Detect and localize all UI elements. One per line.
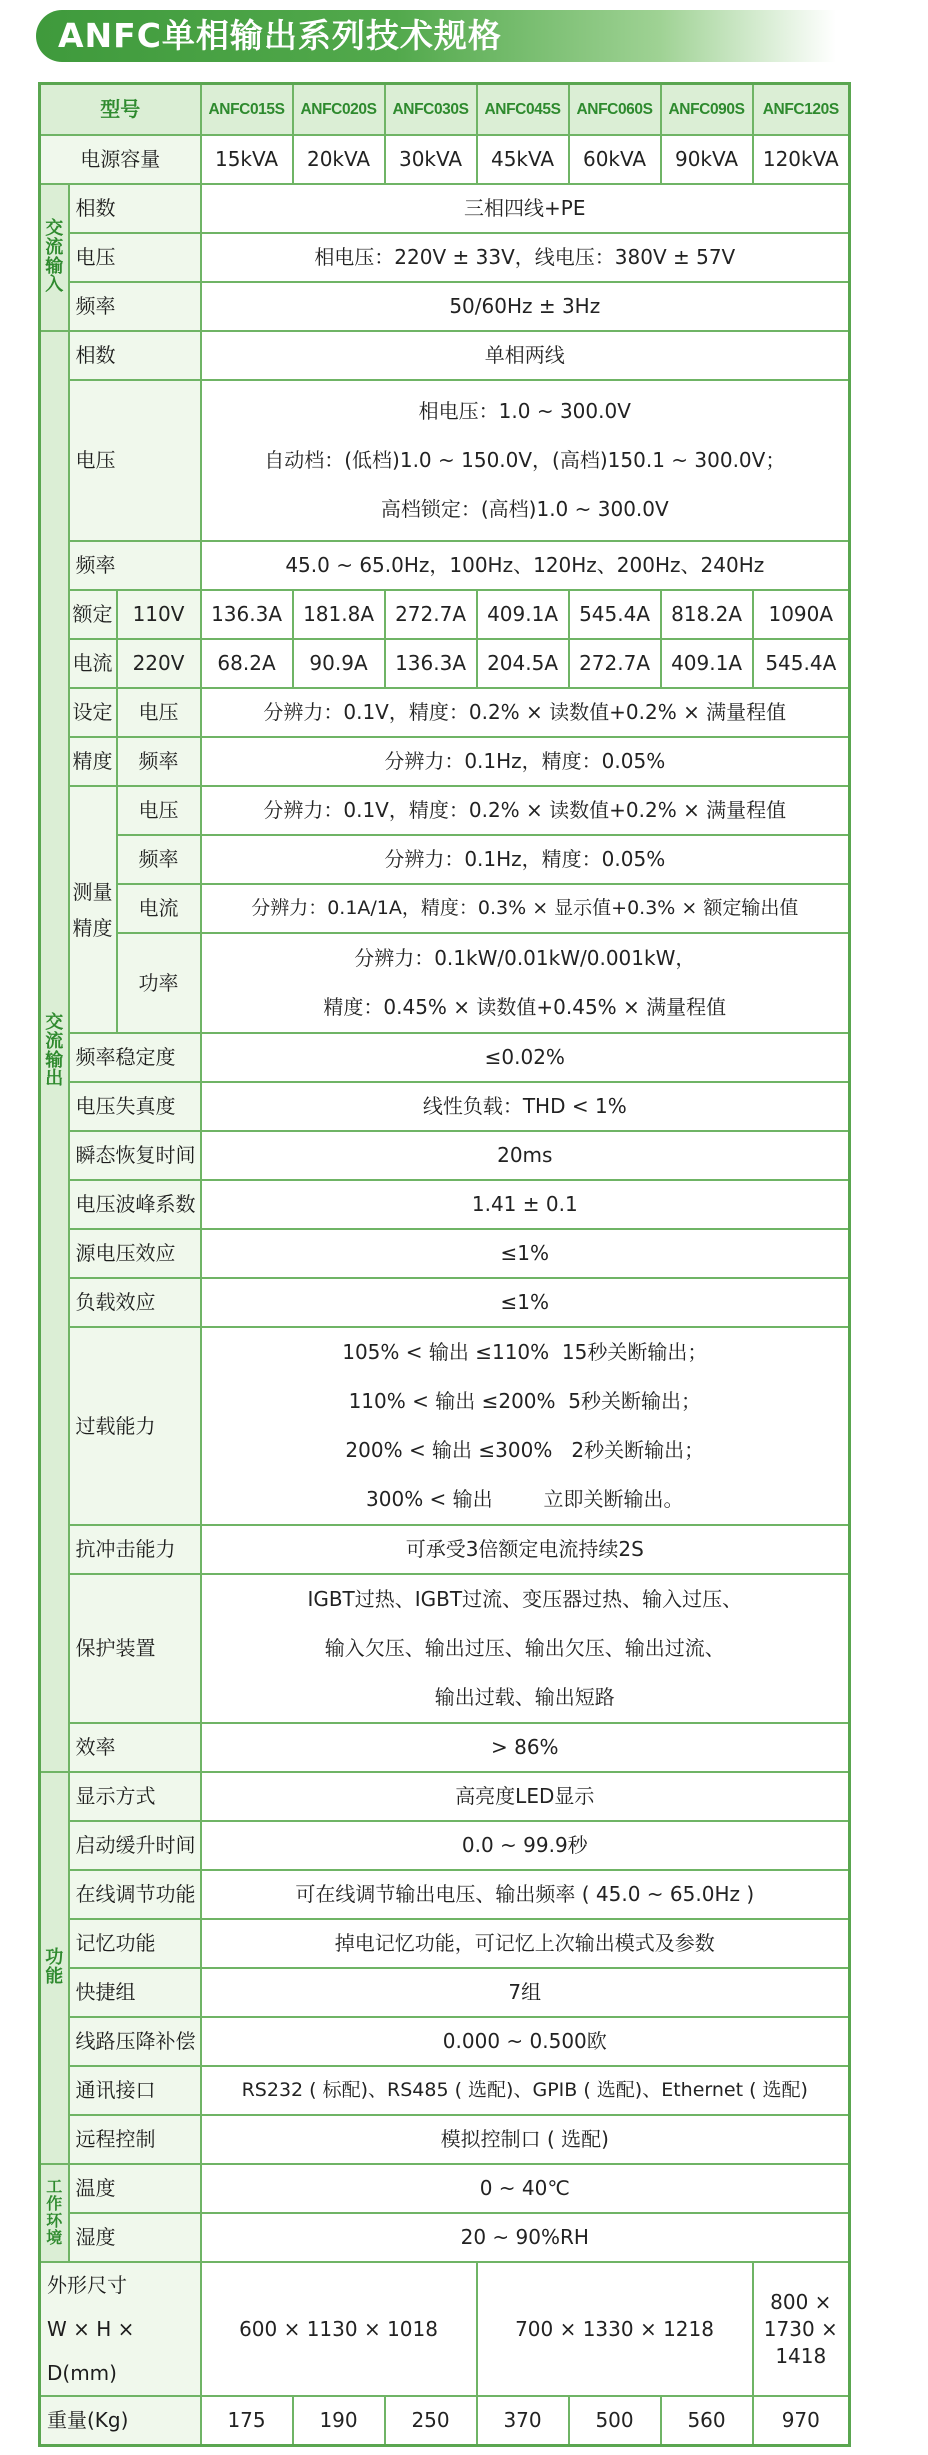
page-title: ANFC单相输出系列技术规格	[58, 16, 502, 55]
row-value: 45.0 ~ 65.0Hz，100Hz、120Hz、200Hz、240Hz	[201, 541, 850, 590]
humidity-row	[40, 2213, 850, 2262]
current-value: 181.8A	[293, 590, 385, 639]
measure-accuracy-voltage-row	[40, 786, 850, 835]
spec-table	[38, 82, 851, 2447]
row-value: 掉电记忆功能，可记忆上次输出模式及参数	[201, 1919, 850, 1968]
sub-label: 频率	[117, 737, 201, 786]
measure-accuracy-current-row	[40, 884, 850, 933]
weight-value: 190	[293, 2396, 385, 2445]
measure-accuracy-frequency-row	[40, 835, 850, 884]
efficiency-row	[40, 1723, 850, 1772]
model-name: ANFC020S	[293, 84, 385, 136]
line-comp-row	[40, 2017, 850, 2066]
sub-label: 电流	[117, 884, 201, 933]
sub-label: 频率	[117, 835, 201, 884]
row-label: 相数	[69, 331, 201, 380]
comm-row	[40, 2066, 850, 2115]
row-value: 模拟控制口 ( 选配)	[201, 2115, 850, 2164]
capacity-label: 电源容量	[40, 135, 201, 184]
weight-value: 175	[201, 2396, 293, 2445]
online-adjust-row	[40, 1870, 850, 1919]
set-accuracy-frequency-row	[40, 737, 850, 786]
row-value: 三相四线+PE	[201, 184, 850, 233]
row-label: 电压	[69, 233, 201, 282]
section-ac-input: 交 流 输 入	[40, 184, 69, 331]
temperature-row	[40, 2164, 850, 2213]
current-value: 90.9A	[293, 639, 385, 688]
row-value: 7组	[201, 1968, 850, 2017]
row-value: ≤1%	[201, 1229, 850, 1278]
row-label: 频率稳定度	[69, 1033, 201, 1082]
current-value: 409.1A	[477, 590, 569, 639]
rated-current-110v-row	[40, 590, 850, 639]
input-voltage-row	[40, 233, 850, 282]
row-label: 快捷组	[69, 1968, 201, 2017]
row-value: 分辨力：0.1A/1A，精度：0.3% × 显示值+0.3% × 额定输出值	[201, 884, 850, 933]
row-label: 频率	[69, 541, 201, 590]
row-value: 分辨力：0.1V，精度：0.2% × 读数值+0.2% × 满量程值	[201, 786, 850, 835]
capacity-value: 15kVA	[201, 135, 293, 184]
row-label: 线路压降补偿	[69, 2017, 201, 2066]
row-label: 负载效应	[69, 1278, 201, 1327]
row-label: 远程控制	[69, 2115, 201, 2164]
capacity-value: 90kVA	[661, 135, 753, 184]
row-value: 20ms	[201, 1131, 850, 1180]
current-value: 1090A	[753, 590, 850, 639]
current-value: 409.1A	[661, 639, 753, 688]
row-value: RS232 ( 标配)、RS485 ( 选配)、GPIB ( 选配)、Ethernet ( 选配)	[201, 2066, 850, 2115]
row-label: 源电压效应	[69, 1229, 201, 1278]
capacity-row	[40, 135, 850, 184]
weight-value: 370	[477, 2396, 569, 2445]
model-label: 型号	[40, 84, 201, 136]
freq-stability-row	[40, 1033, 850, 1082]
row-value: 105% < 输出 ≤110% 15秒关断输出； 110% < 输出 ≤200% 5秒关断输出； 200% < 输出 ≤300% 2秒关断输出； 300% < 输出 立即关断输出。	[201, 1327, 850, 1525]
row-value: IGBT过热、IGBT过流、变压器过热、输入过压、 输入欠压、输出过压、输出欠压、输出过流、 输出过载、输出短路	[201, 1574, 850, 1723]
weight-value: 250	[385, 2396, 477, 2445]
capacity-value: 45kVA	[477, 135, 569, 184]
row-label: 频率	[69, 282, 201, 331]
dimension-value: 700 × 1330 × 1218	[477, 2262, 753, 2396]
measure-accuracy-label: 测量 精度	[69, 786, 117, 1033]
row-value: ≤1%	[201, 1278, 850, 1327]
row-value: 单相两线	[201, 331, 850, 380]
rated-current-label: 额定	[69, 590, 117, 639]
current-value: 68.2A	[201, 639, 293, 688]
row-value: 20 ~ 90%RH	[201, 2213, 850, 2262]
weight-value: 560	[661, 2396, 753, 2445]
sub-label: 电压	[117, 688, 201, 737]
dimensions-row	[40, 2262, 850, 2396]
row-value: 50/60Hz ± 3Hz	[201, 282, 850, 331]
transient-row	[40, 1131, 850, 1180]
row-label: 温度	[69, 2164, 201, 2213]
protection-row	[40, 1574, 850, 1723]
row-value: 0 ~ 40℃	[201, 2164, 850, 2213]
row-value: 可承受3倍额定电流持续2S	[201, 1525, 850, 1574]
current-value: 818.2A	[661, 590, 753, 639]
row-value: 分辨力：0.1Hz，精度：0.05%	[201, 835, 850, 884]
set-accuracy-label: 精度	[69, 737, 117, 786]
current-value: 272.7A	[385, 590, 477, 639]
row-value: > 86%	[201, 1723, 850, 1772]
model-name: ANFC090S	[661, 84, 753, 136]
remote-row	[40, 2115, 850, 2164]
voltage-tier: 220V	[117, 639, 201, 688]
overload-row	[40, 1327, 850, 1525]
row-value: 1.41 ± 0.1	[201, 1180, 850, 1229]
row-value: 分辨力：0.1V，精度：0.2% × 读数值+0.2% × 满量程值	[201, 688, 850, 737]
row-label: 效率	[69, 1723, 201, 1772]
measure-accuracy-power-row	[40, 933, 850, 1033]
row-label: 瞬态恢复时间	[69, 1131, 201, 1180]
distortion-row	[40, 1082, 850, 1131]
rated-current-220v-row	[40, 639, 850, 688]
crest-row	[40, 1180, 850, 1229]
model-header-row	[40, 84, 850, 136]
shortcut-row	[40, 1968, 850, 2017]
row-value: 高亮度LED显示	[201, 1772, 850, 1821]
row-label: 电压波峰系数	[69, 1180, 201, 1229]
row-label: 电压	[69, 380, 201, 541]
row-value: ≤0.02%	[201, 1033, 850, 1082]
row-value: 分辨力：0.1Hz，精度：0.05%	[201, 737, 850, 786]
display-row	[40, 1772, 850, 1821]
current-value: 545.4A	[569, 590, 661, 639]
output-frequency-row	[40, 541, 850, 590]
model-name: ANFC030S	[385, 84, 477, 136]
input-phase-row	[40, 184, 850, 233]
load-effect-row	[40, 1278, 850, 1327]
row-label: 显示方式	[69, 1772, 201, 1821]
row-value: 相电压：220V ± 33V，线电压：380V ± 57V	[201, 233, 850, 282]
source-effect-row	[40, 1229, 850, 1278]
row-value: 分辨力：0.1kW/0.01kW/0.001kW， 精度：0.45% × 读数值+0.45% × 满量程值	[201, 933, 850, 1033]
sub-label: 功率	[117, 933, 201, 1033]
row-label: 相数	[69, 184, 201, 233]
row-value: 线性负载：THD < 1%	[201, 1082, 850, 1131]
weight-value: 970	[753, 2396, 850, 2445]
output-voltage-row	[40, 380, 850, 541]
row-value: 可在线调节输出电压、输出频率 ( 45.0 ~ 65.0Hz )	[201, 1870, 850, 1919]
capacity-value: 20kVA	[293, 135, 385, 184]
current-value: 204.5A	[477, 639, 569, 688]
current-value: 272.7A	[569, 639, 661, 688]
softstart-row	[40, 1821, 850, 1870]
row-label: 过载能力	[69, 1327, 201, 1525]
row-label: 保护装置	[69, 1574, 201, 1723]
row-label: 湿度	[69, 2213, 201, 2262]
section-function: 功 能	[40, 1772, 69, 2164]
row-label: 重量(Kg)	[40, 2396, 201, 2445]
sub-label: 电压	[117, 786, 201, 835]
row-label: 启动缓升时间	[69, 1821, 201, 1870]
memory-row	[40, 1919, 850, 1968]
current-value: 545.4A	[753, 639, 850, 688]
voltage-tier: 110V	[117, 590, 201, 639]
model-name: ANFC015S	[201, 84, 293, 136]
row-value: 0.000 ~ 0.500欧	[201, 2017, 850, 2066]
output-phase-row	[40, 331, 850, 380]
set-accuracy-voltage-row	[40, 688, 850, 737]
section-ac-output: 交 流 输 出	[40, 331, 69, 1772]
section-environment: 工 作 环 境	[40, 2164, 69, 2262]
row-label: 记忆功能	[69, 1919, 201, 1968]
row-label: 外形尺寸 W × H × D(mm)	[40, 2262, 201, 2396]
row-label: 电压失真度	[69, 1082, 201, 1131]
row-value: 相电压：1.0 ~ 300.0V 自动档：(低档)1.0 ~ 150.0V，(高档)150.1 ~ 300.0V； 高档锁定：(高档)1.0 ~ 300.0V	[201, 380, 850, 541]
weight-row	[40, 2396, 850, 2445]
set-accuracy-label: 设定	[69, 688, 117, 737]
input-frequency-row	[40, 282, 850, 331]
capacity-value: 60kVA	[569, 135, 661, 184]
row-label: 通讯接口	[69, 2066, 201, 2115]
current-value: 136.3A	[201, 590, 293, 639]
row-label: 抗冲击能力	[69, 1525, 201, 1574]
model-name: ANFC060S	[569, 84, 661, 136]
rated-current-label: 电流	[69, 639, 117, 688]
dimension-value: 600 × 1130 × 1018	[201, 2262, 477, 2396]
row-value: 0.0 ~ 99.9秒	[201, 1821, 850, 1870]
capacity-value: 120kVA	[753, 135, 850, 184]
weight-value: 500	[569, 2396, 661, 2445]
model-name: ANFC120S	[753, 84, 850, 136]
current-value: 136.3A	[385, 639, 477, 688]
capacity-value: 30kVA	[385, 135, 477, 184]
dimension-value: 800 × 1730 × 1418	[753, 2262, 850, 2396]
model-name: ANFC045S	[477, 84, 569, 136]
row-label: 在线调节功能	[69, 1870, 201, 1919]
surge-row	[40, 1525, 850, 1574]
